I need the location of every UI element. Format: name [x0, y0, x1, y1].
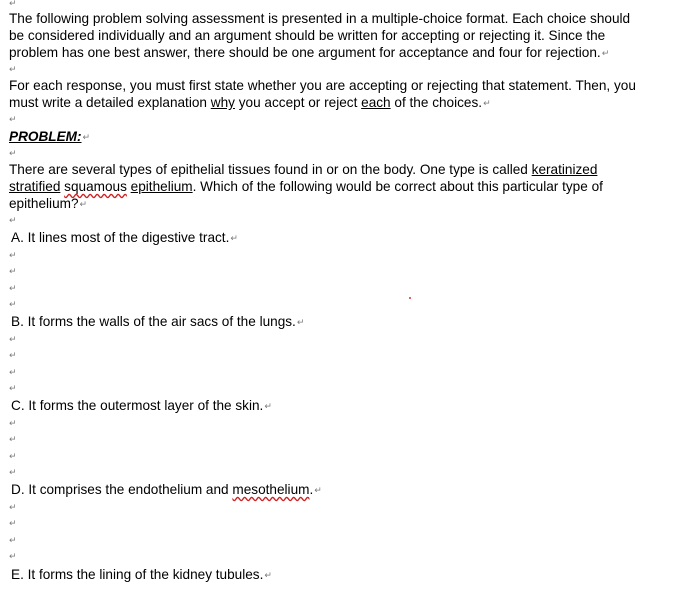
- question-line-2: stratified squamous epithelium. Which of the following would be correct about this particular type of: [9, 179, 603, 194]
- instructions-line-1: For each response, you must first state whether you are accepting or rejecting that statement. Then, you: [9, 78, 636, 93]
- choice-e: E. It forms the lining of the kidney tubules.↵: [11, 567, 272, 582]
- paragraph-mark: ↵: [9, 519, 17, 529]
- paragraph-mark: ↵: [9, 351, 17, 361]
- paragraph-mark: ↵: [9, 368, 17, 378]
- paragraph-mark: ↵: [9, 503, 17, 513]
- paragraph-mark: ↵: [9, 452, 17, 462]
- paragraph-mark: ↵: [9, 216, 17, 226]
- choice-c: C. It forms the outermost layer of the skin.↵: [11, 398, 272, 413]
- paragraph-mark: ↵: [9, 384, 17, 394]
- choice-d: D. It comprises the endothelium and mesothelium.↵: [11, 482, 322, 497]
- paragraph-mark: ↵: [9, 335, 17, 345]
- question-line-1: There are several types of epithelial tissues found in or on the body. One type is called keratinized: [9, 162, 598, 177]
- choice-b: B. It forms the walls of the air sacs of the lungs.↵: [11, 314, 305, 329]
- paragraph-mark: ↵: [9, 419, 17, 429]
- paragraph-mark: ↵: [9, 468, 17, 478]
- paragraph-mark: ↵: [9, 149, 17, 159]
- choice-a: A. It lines most of the digestive tract.↵: [11, 230, 238, 245]
- paragraph-mark: ↵: [9, 435, 17, 445]
- instructions-line-2: must write a detailed explanation why you accept or reject each of the choices.↵: [9, 95, 491, 110]
- paragraph-mark: ↵: [9, 552, 17, 562]
- intro-line-2: be considered individually and an argument should be written for accepting or rejecting it. Since the: [9, 28, 606, 43]
- problem-heading: PROBLEM:↵: [9, 129, 91, 144]
- intro-line-3: problem has one best answer, there should be one argument for acceptance and four for rejection.↵: [9, 45, 610, 60]
- paragraph-mark: ↵: [9, 0, 17, 9]
- paragraph-mark: ↵: [9, 300, 17, 310]
- stray-mark: [409, 297, 411, 299]
- paragraph-mark: ↵: [9, 115, 17, 125]
- paragraph-mark: ↵: [9, 284, 17, 294]
- paragraph-mark: ↵: [9, 536, 17, 546]
- question-line-3: epithelium?↵: [9, 196, 88, 211]
- paragraph-mark: ↵: [9, 251, 17, 261]
- intro-line-1: The following problem solving assessment is presented in a multiple-choice format. Each choice should: [9, 11, 631, 26]
- paragraph-mark: ↵: [9, 267, 17, 277]
- paragraph-mark: ↵: [9, 65, 17, 75]
